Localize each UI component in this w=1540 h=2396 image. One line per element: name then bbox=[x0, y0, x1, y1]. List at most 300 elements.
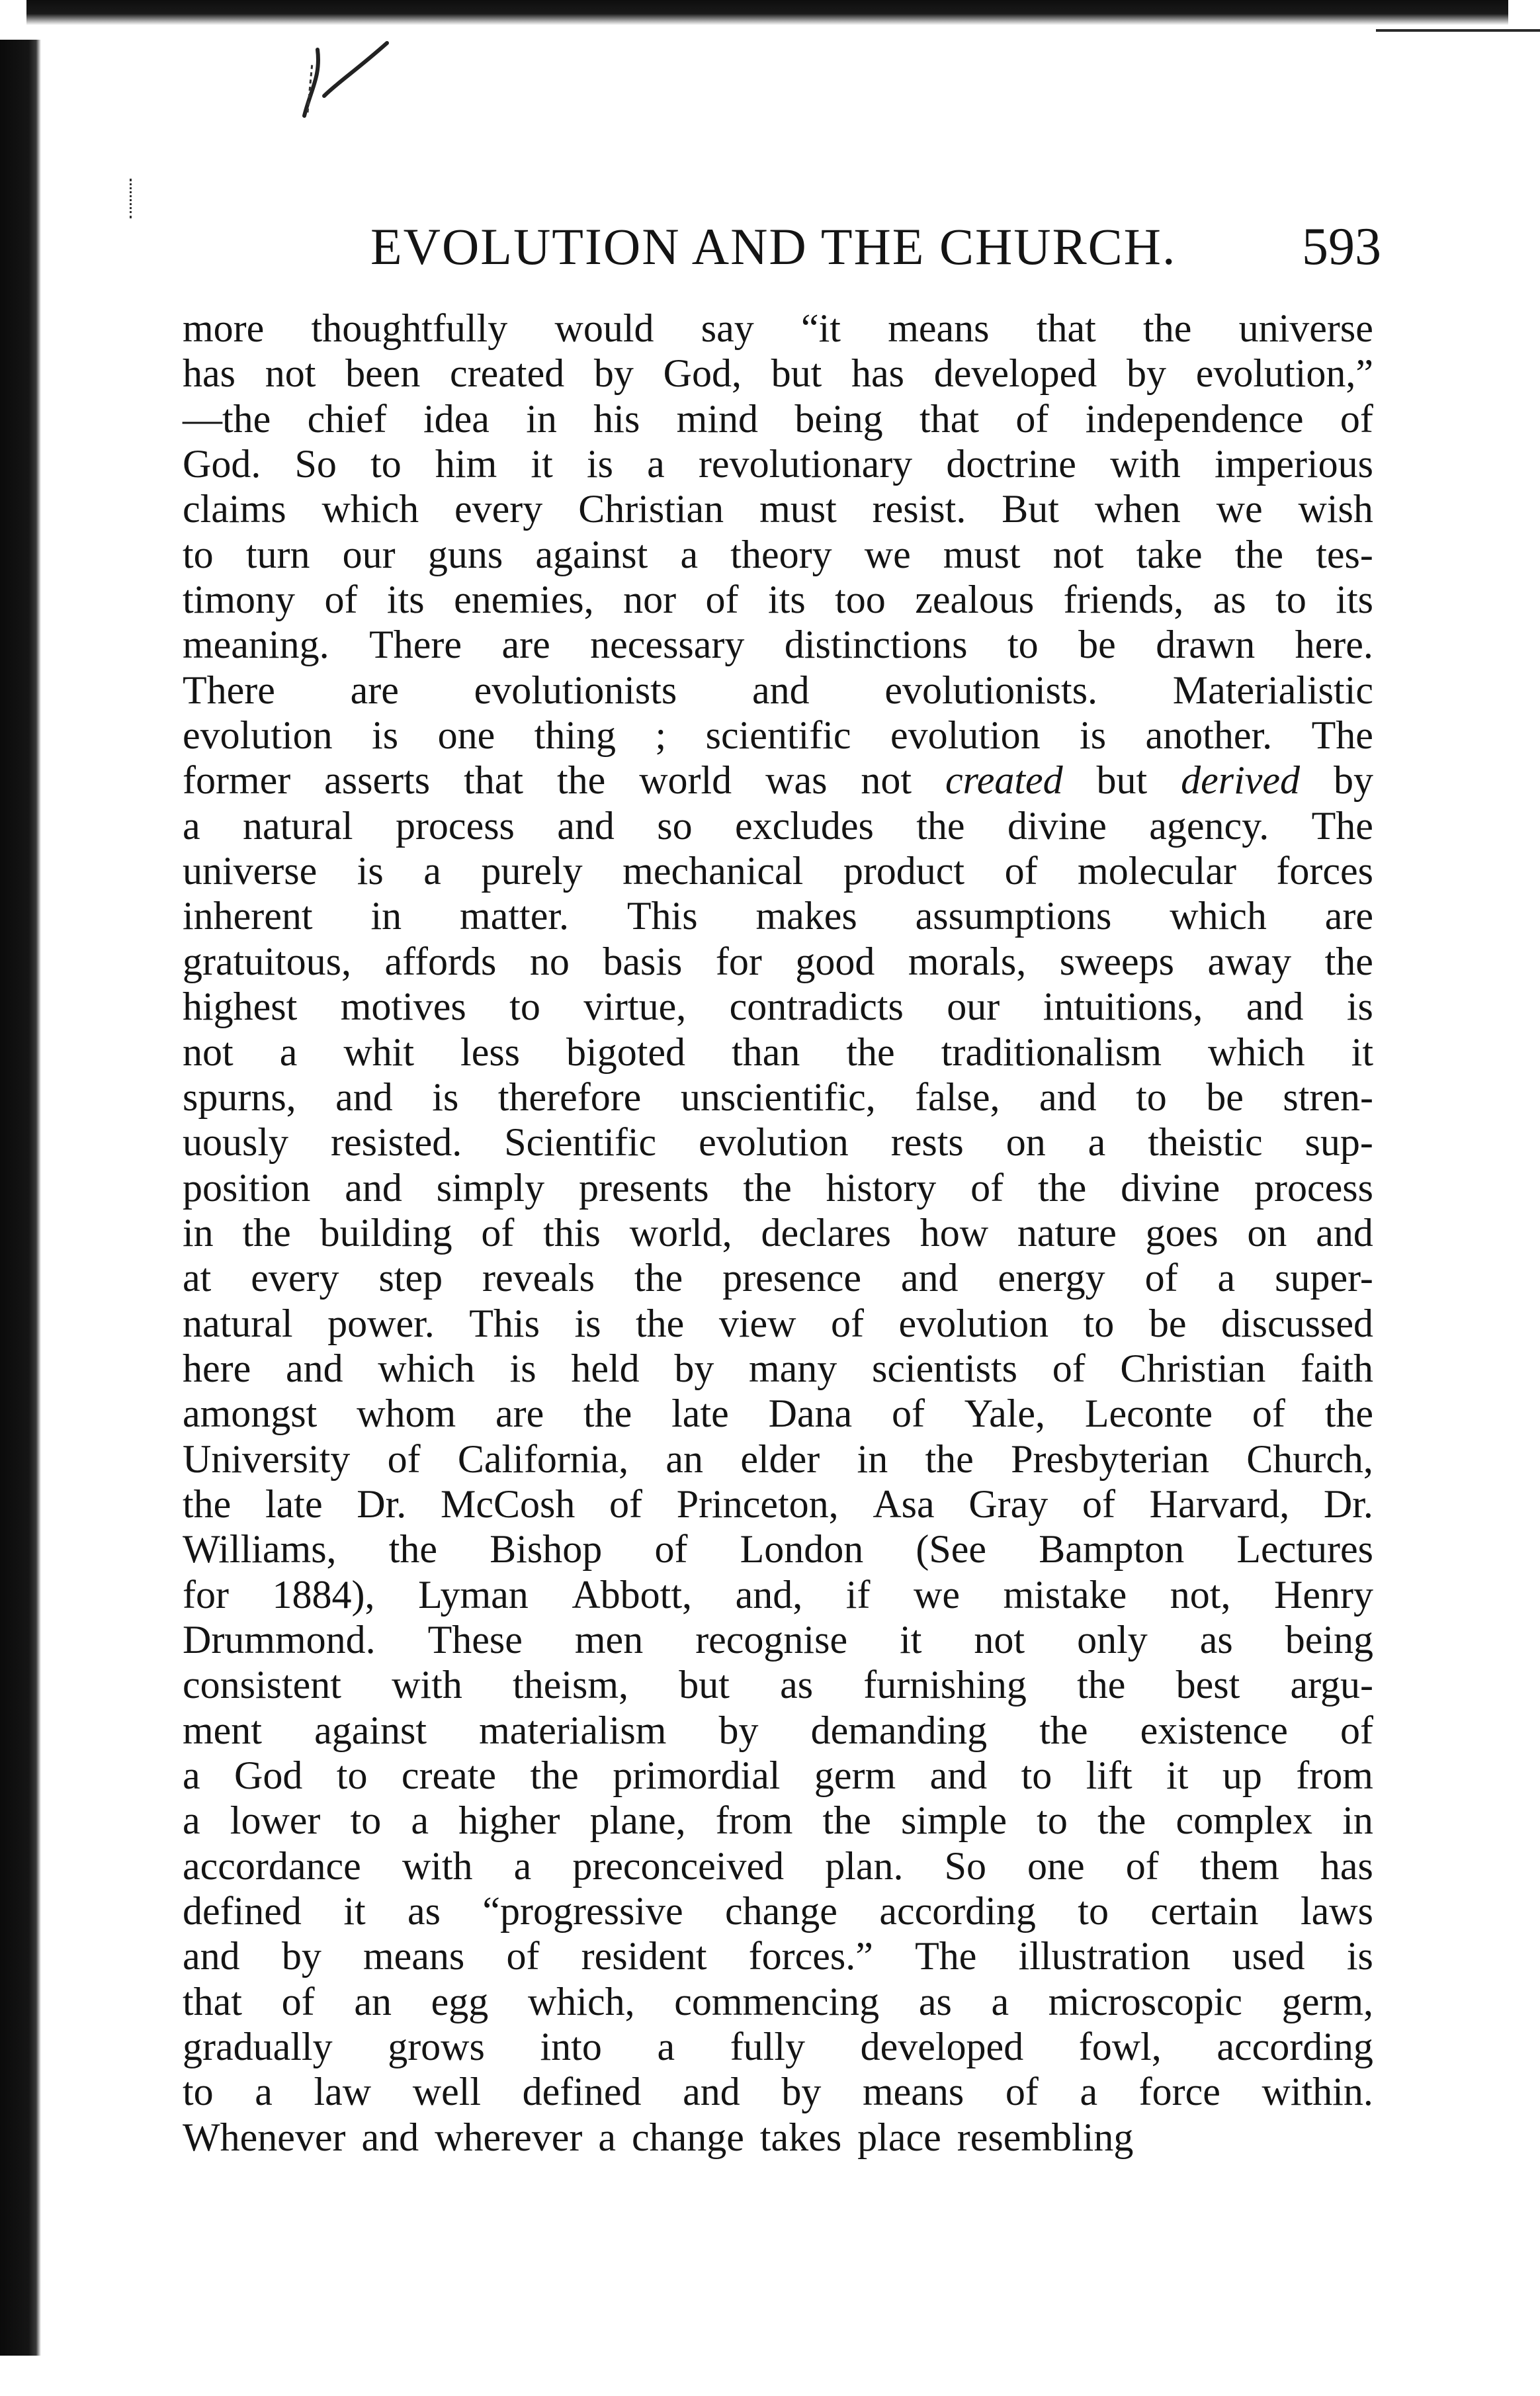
word: chief bbox=[307, 396, 387, 441]
word: argu- bbox=[1290, 1663, 1373, 1707]
word: a bbox=[1080, 2070, 1098, 2114]
word: of bbox=[506, 1934, 540, 1978]
word: created bbox=[945, 758, 1063, 803]
word: Dr. bbox=[1323, 1482, 1373, 1526]
word: every bbox=[251, 1256, 339, 1300]
word: and bbox=[1316, 1210, 1373, 1255]
word: in bbox=[857, 1437, 888, 1481]
word: assumptions bbox=[915, 894, 1112, 938]
word: men bbox=[574, 1617, 644, 1662]
word: Lyman bbox=[418, 1572, 529, 1617]
word: Scientific bbox=[504, 1120, 657, 1165]
word: the bbox=[743, 1165, 792, 1210]
word: its bbox=[386, 578, 425, 622]
word: say bbox=[701, 306, 754, 350]
word: forces bbox=[1276, 849, 1373, 893]
word: basis bbox=[603, 939, 683, 983]
word: meaning. bbox=[183, 623, 329, 667]
word: a bbox=[423, 849, 441, 893]
word: Harvard, bbox=[1149, 1482, 1290, 1526]
word: process bbox=[1254, 1165, 1373, 1210]
text-line bbox=[183, 396, 1373, 441]
word: is bbox=[357, 849, 384, 893]
word: to bbox=[1136, 1075, 1167, 1119]
word: turn bbox=[245, 532, 310, 576]
word: unscientific, bbox=[680, 1075, 876, 1119]
word: and bbox=[183, 1934, 240, 1978]
word: purely bbox=[481, 849, 583, 893]
word: we bbox=[864, 532, 911, 576]
word: with bbox=[402, 1843, 473, 1888]
word: amongst bbox=[183, 1392, 318, 1436]
word: simply bbox=[436, 1165, 545, 1210]
word: is bbox=[1346, 985, 1373, 1029]
word: and bbox=[557, 803, 615, 848]
word: the bbox=[1039, 1708, 1088, 1752]
word: his bbox=[593, 396, 640, 441]
word: the bbox=[242, 1210, 291, 1255]
word: highest bbox=[183, 985, 298, 1029]
word: being bbox=[794, 396, 883, 441]
word: with bbox=[1110, 442, 1181, 486]
word: and bbox=[683, 2070, 740, 2114]
word: it bbox=[1351, 1030, 1373, 1074]
word: created bbox=[450, 351, 565, 396]
word: from bbox=[715, 1798, 793, 1843]
word: idea bbox=[423, 396, 490, 441]
word: traditionalism bbox=[941, 1030, 1162, 1074]
word: evolution bbox=[890, 713, 1041, 758]
word: This bbox=[469, 1301, 540, 1345]
text-line bbox=[183, 939, 1373, 984]
word: spurns, bbox=[183, 1075, 296, 1119]
word: than bbox=[732, 1030, 800, 1074]
word: University bbox=[183, 1437, 351, 1481]
word: of bbox=[1004, 849, 1038, 893]
word: egg bbox=[431, 1979, 489, 2023]
text-line bbox=[183, 1482, 1373, 1527]
word: to bbox=[1083, 1301, 1115, 1345]
word: good bbox=[795, 939, 875, 983]
text-line bbox=[183, 1617, 1373, 1662]
text-line bbox=[183, 2115, 1373, 2160]
word: step bbox=[378, 1256, 443, 1300]
word: resident bbox=[581, 1934, 707, 1978]
word: up bbox=[1222, 1753, 1262, 1797]
word: the bbox=[183, 1482, 232, 1526]
word: gratuitous, bbox=[183, 939, 351, 983]
word: with bbox=[392, 1663, 462, 1707]
word: These bbox=[427, 1617, 523, 1662]
word: and bbox=[929, 1753, 988, 1797]
word: and bbox=[1039, 1075, 1097, 1119]
word: the bbox=[634, 1256, 683, 1300]
word: declares bbox=[761, 1210, 891, 1255]
word: it bbox=[343, 1889, 366, 1933]
word: against bbox=[535, 532, 648, 576]
word: by bbox=[1127, 351, 1166, 396]
word: evolutionists. bbox=[884, 668, 1098, 712]
word: a bbox=[991, 1979, 1009, 2023]
word: recognise bbox=[695, 1617, 848, 1662]
word: to bbox=[1037, 1798, 1068, 1843]
word: matter. bbox=[460, 894, 569, 938]
word: an bbox=[354, 1979, 392, 2023]
word: to bbox=[509, 985, 540, 1029]
word: therefore bbox=[497, 1075, 642, 1119]
word: of bbox=[1340, 1708, 1373, 1752]
word: Whenever bbox=[183, 2115, 346, 2159]
word: was bbox=[765, 758, 828, 803]
word: from bbox=[1296, 1753, 1373, 1797]
word: has bbox=[183, 351, 235, 396]
word: fully bbox=[730, 2025, 806, 2069]
word: less bbox=[460, 1030, 521, 1074]
word: by bbox=[781, 2070, 822, 2114]
word: There bbox=[183, 668, 275, 712]
scan-border-left bbox=[0, 40, 41, 2356]
word: of bbox=[830, 1301, 864, 1345]
word: to bbox=[370, 442, 402, 486]
word: virtue, bbox=[583, 985, 687, 1029]
word: wish bbox=[1298, 487, 1373, 531]
word: Drummond. bbox=[183, 1617, 376, 1662]
word: faith bbox=[1301, 1346, 1373, 1390]
word: by bbox=[674, 1346, 714, 1390]
word: elder bbox=[740, 1437, 820, 1481]
word: of bbox=[891, 1392, 925, 1436]
word: not bbox=[861, 758, 912, 803]
word: which, bbox=[527, 1979, 635, 2023]
word: developed bbox=[933, 351, 1097, 396]
word: the bbox=[1324, 1392, 1373, 1436]
word: change bbox=[725, 1889, 837, 1933]
word: revolutionary bbox=[698, 442, 913, 486]
word: Bampton bbox=[1039, 1527, 1185, 1572]
word: here bbox=[183, 1346, 251, 1390]
word: one bbox=[437, 713, 495, 758]
word: here. bbox=[1295, 623, 1373, 667]
word: one bbox=[1027, 1843, 1085, 1888]
word: California, bbox=[457, 1437, 629, 1481]
text-line bbox=[183, 1210, 1373, 1255]
word: lift bbox=[1086, 1753, 1133, 1797]
word: its bbox=[767, 578, 806, 622]
word: Princeton, bbox=[676, 1482, 839, 1526]
word: microscopic bbox=[1048, 1979, 1243, 2023]
word: by bbox=[281, 1934, 321, 1978]
word: another. bbox=[1145, 713, 1273, 758]
word: a bbox=[647, 442, 665, 486]
word: not bbox=[974, 1617, 1025, 1662]
word: place bbox=[857, 2115, 941, 2159]
word: a bbox=[513, 1843, 532, 1888]
word: process bbox=[395, 803, 515, 848]
word: of bbox=[1252, 1392, 1285, 1436]
word: natural bbox=[183, 1301, 293, 1345]
word: Christian bbox=[1120, 1346, 1266, 1390]
word: whit bbox=[343, 1030, 415, 1074]
word: of bbox=[387, 1437, 421, 1481]
word: Church, bbox=[1246, 1437, 1373, 1481]
word: nor bbox=[623, 578, 677, 622]
word: create bbox=[401, 1753, 497, 1797]
word: for bbox=[715, 939, 762, 983]
text-line bbox=[183, 668, 1373, 713]
word: Lectures bbox=[1236, 1527, 1373, 1572]
word: This bbox=[626, 894, 698, 938]
word: are bbox=[501, 623, 550, 667]
word: of bbox=[1144, 1256, 1178, 1300]
word: existence bbox=[1140, 1708, 1288, 1752]
word: of bbox=[1015, 396, 1049, 441]
word: a bbox=[598, 2115, 616, 2159]
word: plan. bbox=[825, 1843, 904, 1888]
word: zealous bbox=[915, 578, 1035, 622]
word: The bbox=[1311, 803, 1373, 848]
word: takes bbox=[759, 2115, 842, 2159]
word: agency. bbox=[1149, 803, 1269, 848]
word: which bbox=[1170, 894, 1267, 938]
text-line bbox=[183, 1979, 1373, 2024]
text-line bbox=[183, 803, 1373, 848]
word: are bbox=[350, 668, 399, 712]
word: but bbox=[771, 351, 822, 396]
word: is bbox=[1346, 1934, 1373, 1978]
word: doctrine bbox=[946, 442, 1076, 486]
text-line bbox=[183, 1527, 1373, 1572]
word: we bbox=[1216, 487, 1263, 531]
word: the bbox=[1143, 306, 1192, 350]
word: it bbox=[1166, 1753, 1189, 1797]
word: defined bbox=[522, 2070, 642, 2114]
word: that bbox=[920, 396, 980, 441]
word: fowl, bbox=[1078, 2025, 1162, 2069]
word: is bbox=[372, 713, 399, 758]
word: morals, bbox=[908, 939, 1027, 983]
word: energy bbox=[998, 1256, 1105, 1300]
word: but bbox=[679, 1663, 730, 1707]
word: being bbox=[1285, 1617, 1373, 1662]
word: mechanical bbox=[622, 849, 804, 893]
word: theistic bbox=[1148, 1120, 1263, 1165]
word: the bbox=[1037, 1165, 1087, 1210]
word: Leconte bbox=[1084, 1392, 1213, 1436]
word: Williams, bbox=[183, 1527, 337, 1572]
word: it bbox=[531, 442, 553, 486]
word: universe bbox=[1238, 306, 1373, 350]
word: discussed bbox=[1220, 1301, 1373, 1345]
word: best bbox=[1176, 1663, 1240, 1707]
word: Christian bbox=[578, 487, 724, 531]
word: of bbox=[281, 1979, 315, 2023]
word: furnishing bbox=[863, 1663, 1027, 1707]
word: false, bbox=[915, 1075, 1000, 1119]
word: must bbox=[759, 487, 837, 531]
word: asserts bbox=[324, 758, 431, 803]
word: a bbox=[1217, 1256, 1236, 1300]
body-text bbox=[183, 306, 1373, 2158]
word: materialism bbox=[479, 1708, 667, 1752]
word: the bbox=[916, 803, 965, 848]
word: guns bbox=[427, 532, 503, 576]
word: the bbox=[846, 1030, 895, 1074]
word: means bbox=[888, 306, 990, 350]
word: of bbox=[609, 1482, 643, 1526]
text-line bbox=[183, 848, 1373, 893]
word: the bbox=[388, 1527, 438, 1572]
text-line bbox=[183, 1165, 1373, 1210]
word: germ bbox=[814, 1753, 896, 1797]
word: them bbox=[1199, 1843, 1279, 1888]
text-line bbox=[183, 1391, 1373, 1436]
text-line bbox=[183, 1708, 1373, 1753]
word: which bbox=[321, 487, 419, 531]
word: Yale, bbox=[964, 1392, 1046, 1436]
word: molecular bbox=[1078, 849, 1236, 893]
word: an bbox=[665, 1437, 704, 1481]
word: it bbox=[900, 1617, 922, 1662]
word: the bbox=[822, 1798, 871, 1843]
word: on bbox=[1005, 1120, 1046, 1165]
word: so bbox=[657, 803, 693, 848]
word: Gray bbox=[968, 1482, 1048, 1526]
word: according bbox=[879, 1889, 1036, 1933]
word: There bbox=[369, 623, 462, 667]
word: mistake bbox=[1003, 1572, 1127, 1617]
word: reveals bbox=[482, 1256, 595, 1300]
word: of bbox=[970, 1165, 1004, 1210]
word: take bbox=[1136, 532, 1203, 576]
word: view bbox=[718, 1301, 796, 1345]
word: has bbox=[851, 351, 905, 396]
text-line bbox=[183, 1888, 1373, 1933]
word: makes bbox=[755, 894, 857, 938]
word: Materialistic bbox=[1172, 668, 1373, 712]
word: of bbox=[1005, 2070, 1039, 2114]
word: him bbox=[435, 442, 497, 486]
word: as bbox=[1213, 578, 1246, 622]
word: to bbox=[183, 2070, 214, 2114]
text-line bbox=[183, 713, 1373, 758]
word: of bbox=[1340, 396, 1373, 441]
word: that bbox=[464, 758, 524, 803]
word: in bbox=[1342, 1798, 1373, 1843]
word: the bbox=[925, 1437, 974, 1481]
word: motives bbox=[340, 985, 466, 1029]
word: (See bbox=[916, 1527, 987, 1572]
word: the bbox=[1097, 1798, 1146, 1843]
word: —the bbox=[183, 396, 271, 441]
word: Dana bbox=[768, 1392, 853, 1436]
word: away bbox=[1207, 939, 1292, 983]
word: presents bbox=[578, 1165, 709, 1210]
word: and bbox=[285, 1346, 343, 1390]
word: grows bbox=[388, 2025, 485, 2069]
word: means bbox=[862, 2070, 964, 2114]
word: not bbox=[183, 1030, 234, 1074]
word: accordance bbox=[183, 1843, 361, 1888]
word: primordial bbox=[613, 1753, 781, 1797]
word: to bbox=[1275, 578, 1306, 622]
text-line bbox=[183, 1662, 1373, 1707]
word: sweeps bbox=[1059, 939, 1175, 983]
word: contradicts bbox=[729, 985, 904, 1029]
text-line bbox=[183, 2024, 1373, 2069]
word: of bbox=[1125, 1843, 1159, 1888]
word: uously bbox=[183, 1120, 289, 1165]
word: “progressive bbox=[482, 1889, 683, 1933]
word: be bbox=[1078, 623, 1116, 667]
word: and bbox=[752, 668, 810, 712]
word: a bbox=[255, 2070, 273, 2114]
text-line bbox=[183, 1346, 1373, 1391]
text-line bbox=[183, 984, 1373, 1029]
word: of bbox=[1052, 1346, 1086, 1390]
text-line bbox=[183, 1120, 1373, 1165]
text-line bbox=[183, 1255, 1373, 1300]
word: when bbox=[1094, 487, 1181, 531]
word: Abbott, bbox=[572, 1572, 692, 1617]
word: stren- bbox=[1283, 1075, 1373, 1119]
word: higher bbox=[458, 1798, 560, 1843]
text-line bbox=[183, 1798, 1373, 1843]
word: “it bbox=[801, 306, 841, 350]
word: gradually bbox=[183, 2025, 333, 2069]
word: Presbyterian bbox=[1011, 1437, 1209, 1481]
word: simple bbox=[901, 1798, 1007, 1843]
word: to bbox=[350, 1798, 382, 1843]
word: as bbox=[407, 1889, 441, 1933]
word: our bbox=[947, 985, 1000, 1029]
word: a bbox=[680, 532, 699, 576]
word: God bbox=[234, 1753, 303, 1797]
word: every bbox=[454, 487, 543, 531]
word: evolution,” bbox=[1195, 351, 1373, 396]
word: theory bbox=[730, 532, 832, 576]
word: held bbox=[571, 1346, 640, 1390]
word: sup- bbox=[1305, 1120, 1373, 1165]
word: intuitions, bbox=[1043, 985, 1203, 1029]
word: the bbox=[636, 1301, 685, 1345]
word: too bbox=[835, 578, 886, 622]
word: The bbox=[915, 1934, 977, 1978]
word: a bbox=[1088, 1120, 1106, 1165]
word: world, bbox=[629, 1210, 732, 1255]
text-line bbox=[183, 758, 1373, 803]
word: by bbox=[1333, 758, 1373, 803]
word: a bbox=[279, 1030, 298, 1074]
word: the bbox=[1324, 939, 1373, 983]
text-line bbox=[183, 486, 1373, 531]
word: goes bbox=[1145, 1210, 1219, 1255]
word: evolutionists bbox=[474, 668, 677, 712]
word: affords bbox=[384, 939, 497, 983]
word: Dr. bbox=[357, 1482, 407, 1526]
word: excludes bbox=[734, 803, 874, 848]
word: late bbox=[671, 1392, 729, 1436]
text-line bbox=[183, 1843, 1373, 1888]
word: Bishop bbox=[490, 1527, 603, 1572]
word: to bbox=[336, 1753, 368, 1797]
word: But bbox=[1002, 487, 1059, 531]
text-line bbox=[183, 1030, 1373, 1075]
word: position bbox=[183, 1165, 311, 1210]
word: is bbox=[574, 1301, 601, 1345]
word: developed bbox=[860, 2025, 1024, 2069]
word: we bbox=[914, 1572, 960, 1617]
word: means bbox=[363, 1934, 465, 1978]
